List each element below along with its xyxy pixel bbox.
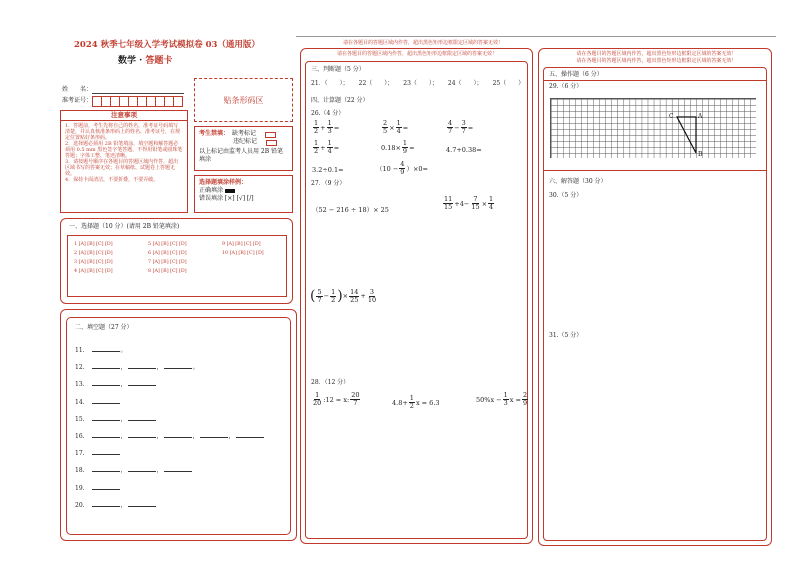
subject-title: [118, 53, 172, 66]
judge-q22[interactable]: 22（ ）；: [358, 80, 394, 87]
middle-panel: [300, 48, 533, 544]
q28-expr-a: $\frac{1}{20}$ :12 = x: $\frac{20}{7}$: [313, 391, 360, 407]
name-label: 姓 名：: [62, 86, 93, 93]
fill-blank-number: 11.: [75, 347, 85, 354]
q27-expr-b: $\frac{11}{15}$ +4− $\frac{7}{15}$ × $\frac{1}{4}$: [444, 195, 494, 211]
judge-q23[interactable]: 23（ ）；: [403, 80, 438, 87]
subject-prefix: 数学 ·: [118, 56, 146, 66]
choice-q8[interactable]: 8 [A] [B] [C] [D]: [148, 269, 187, 274]
q26-expr-5: 0.18× $\frac{1}{9}$ =: [381, 139, 415, 155]
operation-q29: 29.（6 分）: [549, 83, 583, 90]
subject-suffix: 答题卡: [145, 56, 173, 66]
fill-blank-item: [75, 480, 265, 497]
fill-blank-item: [75, 462, 265, 479]
warning-right-2: 请在各题目的答题区域内作答，超出黑色矩形边框限定区域的答案无效！: [576, 58, 737, 64]
q26-expr-4: $\frac{1}{2}$ + $\frac{1}{4}$ =: [314, 139, 340, 155]
exam-mark-box: [194, 126, 293, 171]
correct-fill-label: 正确填涂: [199, 187, 224, 194]
section-choice: [60, 218, 293, 304]
judge-q21[interactable]: 21．（ ）；: [311, 80, 349, 87]
fill-blank-tail: 。: [120, 347, 127, 354]
q26-expr-3: $\frac{4}{7}$ − $\frac{3}{7}$ =: [448, 119, 474, 135]
warning-inside-middle: 请在各题目的答题区域内作答，超出黑色矩形边框限定区域的答案无效！: [336, 51, 497, 57]
fill-blank-number: 16.: [75, 433, 85, 441]
answer-blank[interactable]: [92, 363, 120, 369]
exam-mark-note: 以上标记由监考人员用 2B 铅笔填涂: [199, 148, 284, 163]
point-a-label: A: [698, 113, 703, 120]
fill-blank-item: [75, 428, 265, 445]
fill-blank-inner: [66, 317, 291, 535]
q26-expr-1: $\frac{1}{2}$ + $\frac{1}{3}$ =: [314, 119, 340, 135]
notice-item: 3．请按题号顺序在各题目的答题区域内作答，超出区域书写的答案无效；在草稿纸、试题卷上答题无效。: [65, 159, 179, 177]
violation-checkbox[interactable]: [266, 140, 277, 146]
calc-title: 四、计算题（22 分）: [311, 97, 369, 104]
fill-sample-box: [194, 175, 293, 213]
triangle-figure: [551, 99, 757, 159]
absent-checkbox[interactable]: [265, 132, 276, 138]
fill-blank-number: 20.: [75, 501, 85, 509]
answer-blank[interactable]: [128, 380, 156, 386]
choice-q5[interactable]: 5 [A] [B] [C] [D]: [148, 242, 187, 247]
calc-q27: 27．（9 分）: [311, 180, 346, 187]
blank-separator: ，: [156, 433, 163, 441]
section-fill-blank: [60, 309, 297, 541]
middle-inner: [305, 61, 528, 539]
judge-q25[interactable]: 25（ ）: [492, 80, 525, 87]
exam-title: 2024 秋季七年级入学考试模拟卷 03（通用版）: [74, 40, 260, 50]
answer-blank[interactable]: [128, 363, 156, 369]
fill-blank-number: 13.: [75, 381, 85, 389]
fill-blank-item: [75, 376, 265, 393]
answer-blank[interactable]: [128, 432, 156, 438]
answer-blank[interactable]: [164, 363, 192, 369]
judge-q24[interactable]: 24（ ）；: [447, 80, 483, 87]
choice-q6[interactable]: 6 [A] [B] [C] [D]: [148, 251, 187, 256]
choice-q7[interactable]: 7 [A] [B] [C] [D]: [148, 260, 187, 265]
judge-items[interactable]: [311, 80, 524, 88]
fill-blank-number: 14.: [75, 398, 85, 406]
correct-fill-mark: [225, 189, 235, 193]
choice-q3[interactable]: 3 [A] [B] [C] [D]: [74, 260, 113, 265]
answer-blank[interactable]: [164, 432, 192, 438]
blank-separator: ，: [228, 433, 235, 441]
fill-blank-item: [75, 394, 265, 411]
q26-expr-8: （10 − $\frac{4}{9}$ ）×0=: [376, 160, 428, 176]
id-boxes[interactable]: [92, 96, 183, 107]
blank-separator: ，: [192, 433, 199, 441]
wrong-fill-label: 错误填涂 [×] [√] [/]: [199, 195, 254, 202]
blank-separator: ，: [120, 415, 127, 423]
blank-separator: ，: [120, 501, 127, 509]
choice-q4[interactable]: 4 [A] [B] [C] [D]: [74, 269, 113, 274]
answer-blank[interactable]: [128, 501, 156, 507]
operation-title: 五、操作题（6 分）: [549, 71, 603, 78]
answer-blank[interactable]: [92, 380, 120, 386]
fill-blank-item: [75, 411, 265, 428]
calc-q26: 26.（4 分）: [311, 110, 345, 117]
blank-separator: ，: [156, 364, 163, 372]
answer-blank[interactable]: [128, 415, 156, 421]
fill-blank-title: 二、填空题（27 分）: [75, 324, 133, 331]
q28-expr-c: 50%x − $\frac{1}{3}$ x = $\frac{2}{9}$: [476, 391, 528, 407]
fill-blank-item: [75, 342, 265, 359]
exam-mark-label: 考生禁填：: [199, 130, 230, 137]
q26-expr-7: 3.2÷0.1=: [312, 166, 344, 174]
name-line[interactable]: [92, 93, 184, 94]
id-label: 准考证号：: [62, 97, 93, 104]
blank-separator: ，: [156, 467, 163, 475]
notice-item: 1．答题前，考生先将自己的姓名，准考证号码填写清楚，并认真核准条形码上的姓名、准考证号，在规定位置贴好条形码。: [65, 123, 181, 141]
answer-blank[interactable]: [92, 432, 120, 438]
right-panel: [538, 48, 772, 546]
judge-title: 三、判断题（5 分）: [311, 66, 365, 73]
q26-expr-6: 4.7+0.38=: [446, 146, 482, 154]
absent-label: 缺考标记: [232, 130, 257, 137]
blank-separator: ，: [120, 364, 127, 372]
choice-q1[interactable]: 1 [A] [B] [C] [D]: [74, 242, 113, 247]
q27-expr-a: （52 − 216 ÷ 18）× 25: [312, 206, 389, 214]
calc-q28: 28．（12 分）: [311, 379, 350, 386]
answer-blank[interactable]: [92, 346, 120, 352]
fill-blank-tail: 。: [192, 364, 199, 372]
fill-blank-item: [75, 359, 265, 376]
fill-blank-number: 18.: [75, 467, 85, 475]
warning-top-middle: 请在各题目的答题区域内作答，超出黑色矩形边框限定区域的答案无效！: [342, 40, 503, 46]
solve-q31: 31.（5 分）: [549, 332, 583, 339]
choice-q9[interactable]: 9 [A] [B] [C] [D]: [222, 242, 261, 247]
q28-expr-b: 4.8+ $\frac{1}{2}$ x = 6.3: [392, 394, 440, 410]
violation-label: 违纪标记: [233, 138, 258, 145]
section-choice-title: 一、选择题（10 分）(请用 2B 铅笔填涂): [69, 223, 180, 230]
choice-q10[interactable]: 10 [A] [B] [C] [D]: [222, 251, 264, 256]
barcode-label: 贴条形码区: [223, 95, 264, 105]
solve-q30: 30.（5 分）: [549, 192, 583, 199]
answer-blank[interactable]: [92, 415, 120, 421]
answer-blank[interactable]: [92, 449, 120, 455]
fill-sample-title: 选择题填涂样例：: [199, 179, 248, 186]
blank-separator: ，: [120, 467, 127, 475]
warning-right-1: 请在各题目的答题区域内作答，超出黑色矩形边框限定区域的答案无效！: [576, 51, 737, 57]
blank-separator: ，: [120, 433, 127, 441]
divider: [543, 80, 767, 81]
triangle-inner-line: [677, 117, 696, 153]
fill-blank-item: [75, 445, 265, 462]
answer-blank[interactable]: [92, 484, 120, 490]
drawing-grid[interactable]: [550, 98, 756, 158]
barcode-area: [194, 78, 293, 122]
fill-blank-item: [75, 497, 265, 514]
answer-blank[interactable]: [236, 432, 264, 438]
top-guide-line: [296, 36, 776, 37]
fill-blank-number: 15.: [75, 415, 85, 423]
q26-expr-2: $\frac{2}{5}$ × $\frac{1}{4}$ =: [383, 119, 409, 135]
blank-separator: ，: [120, 381, 127, 389]
answer-blank[interactable]: [128, 466, 156, 472]
solve-title: 六、解答题（30 分）: [549, 178, 607, 185]
point-c-label: C: [669, 113, 674, 120]
answer-blank[interactable]: [164, 466, 192, 472]
point-b-label: B: [698, 151, 703, 158]
right-inner: [543, 67, 767, 541]
choice-q2[interactable]: 2 [A] [B] [C] [D]: [74, 251, 113, 256]
answer-blank[interactable]: [92, 466, 120, 472]
answer-blank[interactable]: [200, 432, 228, 438]
answer-blank[interactable]: [92, 398, 120, 404]
choice-grid: [67, 235, 287, 297]
q27-expr-c: ( $\frac{5}{7}$ − $\frac{1}{2}$ ) × $\frac{14}{25}$ + $\frac{3}{10}$: [310, 287, 377, 304]
notice-title: 注意事项: [61, 111, 187, 121]
fill-blank-number: 19.: [75, 484, 85, 492]
divider: [543, 170, 767, 171]
notice-item: 4．保持卡面清洁，不要折叠，不要弄破。: [65, 177, 159, 183]
fill-blank-number: 17.: [75, 450, 85, 458]
notice-box: [60, 110, 188, 213]
answer-blank[interactable]: [92, 501, 120, 507]
notice-item: 2．选择题必须用 2B 铅笔填涂，填空题和解答题必须用 0.5 mm 黑色签字笔答题，不得用铅笔或圆珠笔答题；字体工整、笔迹清晰。: [65, 141, 183, 159]
fill-blank-number: 12.: [75, 364, 85, 372]
